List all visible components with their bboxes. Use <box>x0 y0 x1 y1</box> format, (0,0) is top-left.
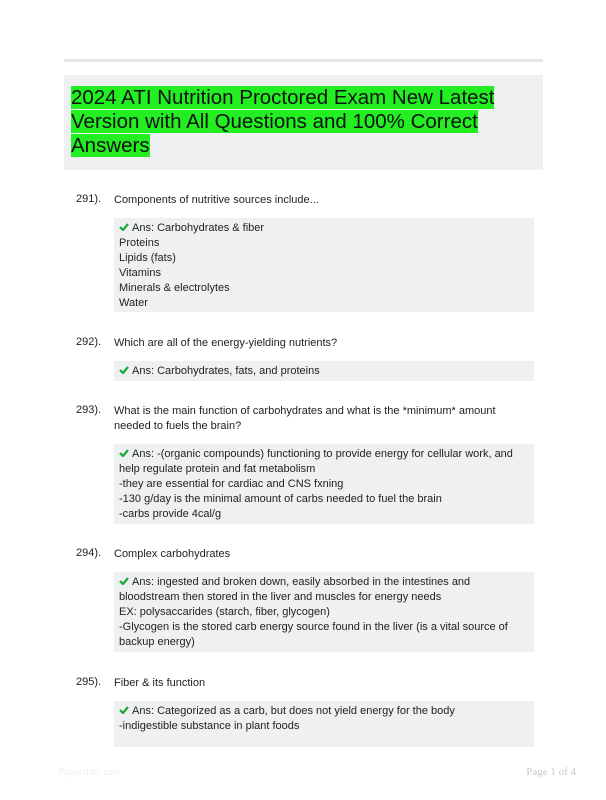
question-text: Complex carbohydrates <box>114 548 231 560</box>
answer-box <box>114 701 534 747</box>
question-text: Fiber & its function <box>114 677 206 689</box>
question-text: Which are all of the energy-yielding nutrients? <box>114 337 338 349</box>
answer-line: Proteins <box>119 237 160 249</box>
answer-line: EX: polysaccarides (starch, fiber, glycogen) <box>119 606 330 618</box>
document-title: 2024 ATI Nutrition Proctored Exam New Latest Version with All Questions and 100% Correct Answers <box>71 86 495 157</box>
answer-line: Ans: Carbohydrates & fiber <box>119 221 530 236</box>
question-number: 292). <box>76 336 102 348</box>
check-icon <box>119 577 129 585</box>
question-number: 295). <box>76 676 102 688</box>
page-number: Page 1 of 4 <box>526 766 576 778</box>
answer-line: Water <box>119 297 148 309</box>
answer-box <box>114 572 534 652</box>
answer-line: -130 g/day is the minimal amount of carbs needed to fuel the brain <box>119 493 442 505</box>
question-number: 294). <box>76 547 102 559</box>
answer-box <box>114 218 534 312</box>
answer-line: Ans: Carbohydrates, fats, and proteins <box>119 364 530 379</box>
answer-box <box>114 444 534 524</box>
question-number: 291). <box>76 193 102 205</box>
answer-line: Ans: -(organic compounds) functioning to provide energy for cellular work, and help regulate protein and fat metabolism <box>119 448 516 475</box>
answer-line: -they are essential for cardiac and CNS fxning <box>119 478 344 490</box>
question-number: 293). <box>76 404 102 416</box>
answer-line: -Glycogen is the stored carb energy source found in the liver (is a vital source of backup energy) <box>119 621 511 648</box>
question-text: Components of nutritive sources include... <box>114 194 319 206</box>
check-icon <box>119 449 129 457</box>
answer-line: Ans: ingested and broken down, easily absorbed in the intestines and bloodstream then stored in the liver and muscles for energy needs <box>119 576 474 603</box>
answer-box <box>114 361 534 381</box>
question-text: What is the main function of carbohydrates and what is the *minimum* amount needed to fuels the brain? <box>114 405 496 432</box>
answer-line: Ans: Categorized as a carb, but does not yield energy for the body <box>119 704 530 719</box>
footer-watermark: Papershhc.com <box>58 767 121 777</box>
answer-line: Lipids (fats) <box>119 252 176 264</box>
check-icon <box>119 223 129 231</box>
check-icon <box>119 706 129 714</box>
answer-line: -carbs provide 4cal/g <box>119 508 222 520</box>
answer-line: -indigestible substance in plant foods <box>119 720 300 732</box>
check-icon <box>119 366 129 374</box>
answer-line: Vitamins <box>119 267 161 279</box>
top-divider <box>64 59 543 62</box>
answer-line: Minerals & electrolytes <box>119 282 230 294</box>
